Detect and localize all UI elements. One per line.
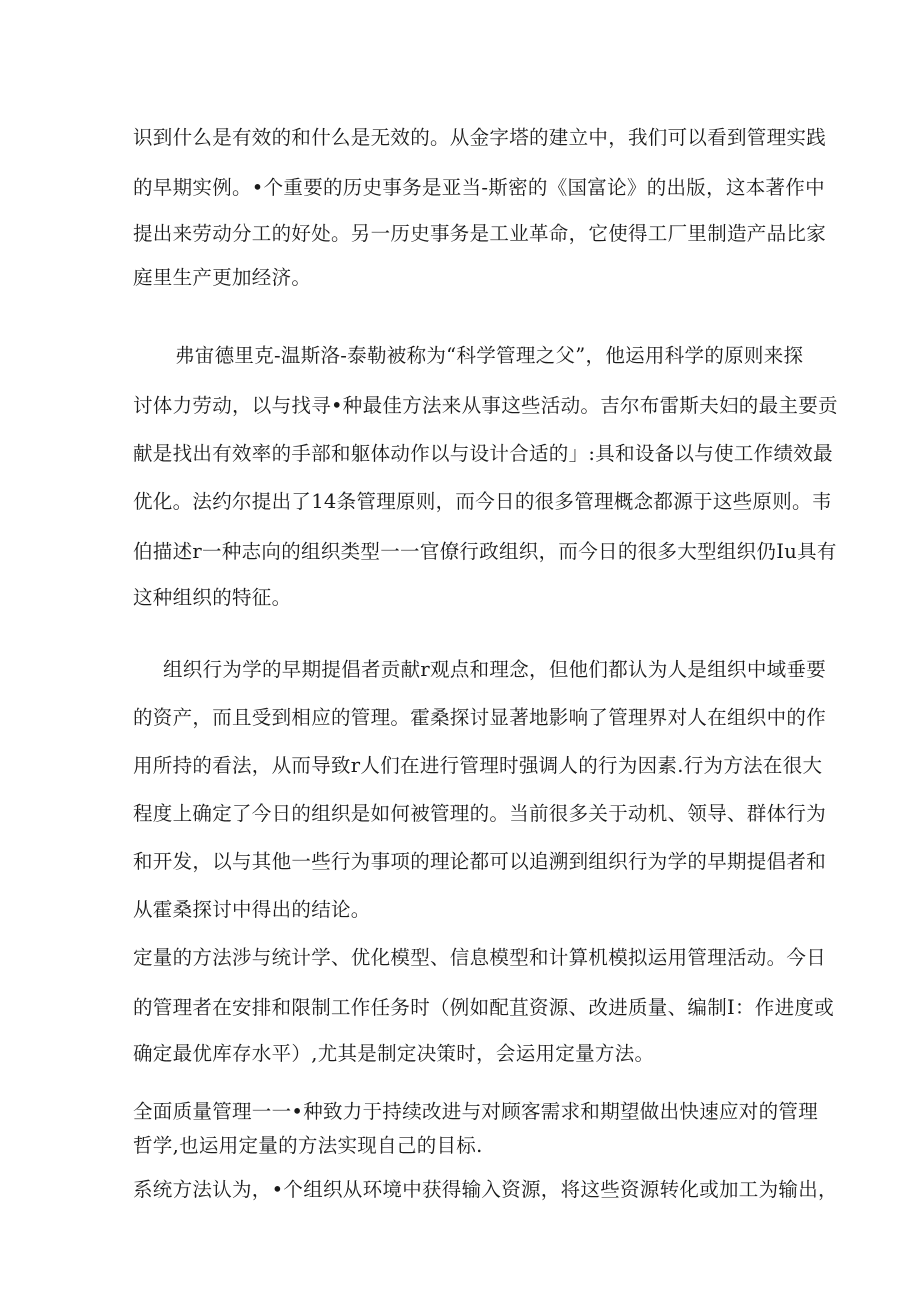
text-line: 哲学,也运用定量的方法实现自己的目标.: [133, 1134, 483, 1157]
text-line: 提出来劳动分工的好处。另一历史事务是工业革命，它使得工厂里制造产品比家: [133, 222, 827, 245]
text-line: 伯描述r一种志向的组织类型一一官僚行政组织，而今日的很多大型组织仍Iu具有: [133, 540, 837, 563]
text-line: 庭里生产更加经济。: [133, 266, 312, 289]
text-line: 识到什么是有效的和什么是无效的。从金字塔的建立中，我们可以看到管理实践: [133, 126, 827, 149]
text-line: 优化。法约尔提出了14条管理原则，而今日的很多管理概念都源于这些原则。韦: [133, 490, 832, 513]
text-line: 的早期实例。•个重要的历史事务是亚当-斯密的《国富论》的出版，这本著作中: [133, 176, 825, 199]
text-line: 这种组织的特征。: [133, 586, 292, 609]
text-line: 的管理者在安排和限制工作任务时（例如配苴资源、改进质量、编制I：作进度或: [133, 996, 835, 1019]
text-line: 讨体力劳动，以与找寻•种最佳方法来从事这些活动。吉尔布雷斯夫妇的最主要贡: [133, 394, 838, 417]
text-line: 的资产，而且受到相应的管理。霍桑探讨显著地影响了管理界对人在组织中的作: [133, 706, 827, 729]
text-line: 献是找出有效率的手部和躯体动作以与设计合适的」:具和设备以与使工作绩效最: [133, 442, 833, 465]
text-line: 定量的方法涉与统计学、优化模型、信息模型和计算机模拟运用管理活动。今日: [133, 946, 827, 969]
text-line: 弗宙德里克-温斯洛-泰勒被称为“科学管理之父”，他运用科学的原则来探: [175, 344, 804, 367]
text-line: 程度上确定了今日的组织是如何被管理的。当前很多关于动机、领导、群体行为: [133, 802, 827, 825]
text-line: 系统方法认为，•个组织从环境中获得输入资源，将这些资源转化或加工为输出，: [133, 1178, 838, 1201]
text-line: 全面质量管理一一•种致力于持续改进与对顾客需求和期望做出快速应对的管理: [133, 1100, 819, 1123]
text-line: 和开发，以与其他一些行为事项的理论都可以追溯到组织行为学的早期提倡者和: [133, 850, 827, 873]
text-line: 从霍桑探讨中得出的结论。: [133, 898, 371, 921]
text-line: 用所持的看法，从而导致r人们在进行管理时强调人的行为因素.行为方法在很大: [133, 754, 823, 777]
text-line: 确定最优库存水平）,尤其是制定决策时，会运用定量方法。: [133, 1042, 655, 1065]
text-line: 组织行为学的早期提倡者贡献r观点和理念，但他们都认为人是组织中域垂要: [163, 658, 827, 681]
